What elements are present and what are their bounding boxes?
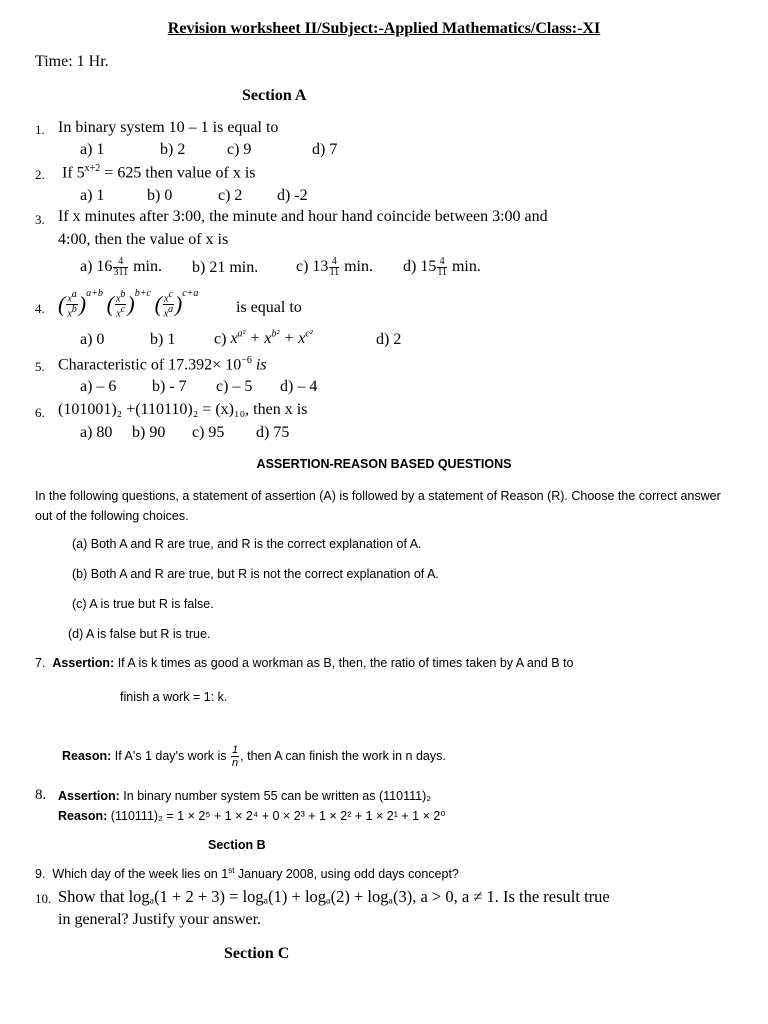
- question-number: 6.: [35, 405, 45, 420]
- option-c: c) 13 $\frac{4}{11}$ min.: [296, 256, 373, 278]
- question-9: 9. Which day of the week lies on 1st January 2008, using odd days concept?: [35, 866, 459, 882]
- question-text: If $5^{x+2} = 625$ then value of x is: [62, 163, 256, 182]
- question-text: (101001)₂ +(110110)₂ = (x)₁₀, then x is: [58, 401, 308, 418]
- option-c: c) – 5: [216, 378, 253, 395]
- time-label: Time: 1 Hr.: [35, 53, 109, 70]
- option-a: a) 1: [80, 141, 105, 158]
- section-b-heading: Section B: [208, 838, 266, 852]
- question-8-assertion: Assertion: In binary number system 55 can be written as (110111)₂: [58, 789, 432, 803]
- option-d: d) 2: [376, 331, 402, 348]
- choice-b: (b) Both A and R are true, but R is not the correct explanation of A.: [72, 567, 439, 581]
- question-number: 4.: [35, 301, 45, 316]
- question-number: 10.: [35, 891, 52, 906]
- section-a-heading: Section A: [242, 87, 307, 104]
- question-text-line-1: Show that logₐ(1 + 2 + 3) = logₐ(1) + logₐ(2) + logₐ(3), a > 0, a ≠ 1. Is the result true: [58, 887, 610, 906]
- option-b: b) 90: [132, 424, 166, 441]
- question-number: 1.: [35, 122, 45, 137]
- section-c-heading: Section C: [224, 945, 290, 962]
- question-text-line-1: If x minutes after 3:00, the minute and hour hand coincide between 3:00 and: [58, 208, 548, 225]
- option-d: d) -2: [277, 187, 308, 204]
- question-expression: ( $\frac{x^a}{x^b}$ )$^{a+b}$ ( $\frac{x^b}{x^c}$ )$^{b+c}$ ( $\frac{x^c}{x^a}$ )$^{c+a}$: [58, 288, 199, 320]
- option-d: d) 7: [312, 141, 338, 158]
- option-a: a) – 6: [80, 378, 117, 395]
- option-b: b) 2: [160, 141, 186, 158]
- question-number: 3.: [35, 212, 45, 227]
- question-number: 5.: [35, 359, 45, 374]
- option-b: b) 0: [147, 187, 173, 204]
- option-a: a) 0: [80, 331, 105, 348]
- assertion-reason-instructions: In the following questions, a statement of assertion (A) is followed by a statement of Reason (R). Choose the correct answer out of the following choices.: [35, 489, 721, 523]
- option-a: a) 80: [80, 424, 113, 441]
- option-c: c) $x^{a^2} + x^{b^2} + x^{c^2}$: [214, 329, 313, 348]
- question-text: is equal to: [236, 299, 302, 316]
- option-a: a) 1: [80, 187, 105, 204]
- worksheet-title: Revision worksheet II/Subject:-Applied Mathematics/Class:-XI: [167, 20, 601, 37]
- option-c: c) 2: [218, 187, 243, 204]
- question-number: 8.: [35, 787, 47, 803]
- question-7-reason: Reason: If A's 1 day's work is $\frac{1}{n}$ , then A can finish the work in n days.: [62, 744, 446, 769]
- choice-c: (c) A is true but R is false.: [72, 597, 214, 611]
- choice-a: (a) Both A and R are true, and R is the correct explanation of A.: [72, 537, 422, 551]
- option-c: c) 9: [227, 141, 252, 158]
- question-text: In binary system 10 – 1 is equal to: [58, 119, 279, 136]
- option-d: d) 75: [256, 424, 290, 441]
- question-text-line-2: 4:00, then the value of x is: [58, 231, 229, 248]
- option-b: b) 1: [150, 331, 176, 348]
- option-c: c) 95: [192, 424, 225, 441]
- choice-d: (d) A is false but R is true.: [68, 627, 211, 641]
- option-a: a) 16 $\frac{4}{311}$ min.: [80, 256, 162, 278]
- question-number: 2.: [35, 167, 45, 182]
- question-text: Characteristic of $17.392\times 10^{-6}$ is: [58, 355, 267, 374]
- option-b: b) 21 min.: [192, 259, 259, 276]
- question-8-reason: Reason: (110111)₂ = 1 × 2⁵ + 1 × 2⁴ + 0 × 2³ + 1 × 2² + 1 × 2¹ + 1 × 2⁰: [58, 809, 446, 823]
- option-d: d) – 4: [280, 378, 318, 395]
- question-7-assertion: 7. Assertion: If A is k times as good a workman as B, then, the ratio of times taken by A and B to: [35, 656, 574, 670]
- question-text-line-2: in general? Justify your answer.: [58, 911, 262, 928]
- question-7-assertion-continued: finish a work = 1: k.: [120, 690, 228, 704]
- option-d: d) 15 $\frac{4}{11}$ min.: [403, 256, 481, 278]
- assertion-reason-heading: ASSERTION-REASON BASED QUESTIONS: [256, 457, 512, 471]
- option-b: b) - 7: [152, 378, 187, 395]
